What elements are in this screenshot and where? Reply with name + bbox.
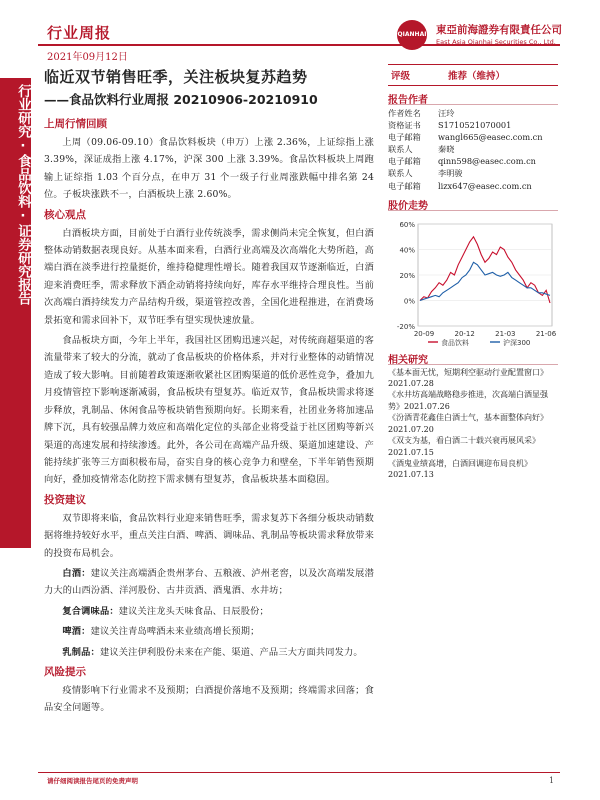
- chart-y-tick-label: 60%: [399, 220, 415, 229]
- related-heading: 相关研究: [388, 351, 558, 365]
- disclaimer-note: 请仔细阅读报告尾页的免责声明: [47, 777, 138, 785]
- related-item[interactable]: 《酒鬼业绩高增，白酒回调迎布局良机》2021.07.13: [388, 458, 532, 480]
- analyst-row: 电子邮箱 qinn598@easec.com.cn: [388, 155, 558, 167]
- views-paragraph-liquor: 白酒板块方面，目前处于白酒行业传统淡季，需求侧尚未完全恢复，但白酒整体动销数据表现良好。从基本面来看，白酒行业高端及次高端化大势所趋，高端白酒在淡季进行控量挺价，维持稳健理性增长。随着我国双节逐渐临近，白酒迎来消费旺季，需求释放下酒企动销将持续向好，库存水平维持合理良性。当前次高端白酒持续发力产品结构升级，渠道管控改善，全国化进程推进，在消费场景拓宽和需求回补下，双节旺季有望实现快速放量。: [44, 227, 374, 326]
- related-item[interactable]: 《汾酒青花鑫佳白酒士气，基本面整体向好》2021.07.20: [388, 413, 548, 434]
- advice-baijiu-label: 白酒：: [62, 567, 91, 579]
- sidebar-banner: [0, 78, 31, 548]
- advice-condiment: [44, 603, 374, 620]
- advice-dairy-text: 建议关注伊利股份未来在产能、渠道、产品三大方面共同发力。: [99, 646, 363, 658]
- stock-price-chart: [388, 214, 558, 346]
- review-paragraph: 上周（09.06-09.10）食品饮料板块（申万）上涨 2.36%，上证综指上涨 3.39%，深证成指上涨 4.17%，沪深 300 上涨 3.39%。食品饮料板块上周跑输上证综指 1.03 个百分点，在申万 31 个一级子行业周涨跌幅中排名第 24 位。子板块涨跌不一，白酒板块上涨 2.60%。: [44, 137, 374, 201]
- analyst-row: 联系人 李明骏: [388, 168, 463, 179]
- company-logo-icon: QIANHAI: [397, 20, 427, 50]
- email-link[interactable]: lizx647@easec.com.cn: [438, 180, 532, 191]
- rating-box: [388, 64, 558, 86]
- advice-condiment-text: 建议关注龙头天味食品、日辰股份；: [118, 605, 269, 617]
- email-link[interactable]: qinn598@easec.com.cn: [438, 156, 536, 167]
- views-paragraph-food: 食品板块方面，今年上半年，我国社区团购迅速兴起，对传统商超渠道的客流量带来了较大的分流，就动了食品板块的价格体系，并对行业整体的动销情况造成了较大影响。目前随着政策逐渐收紧社区团购渠道的低价恶性竞争，叠加九月疫情管控下影响逐渐减弱，食品板块有望复苏。临近双节，食品板块需求将逐步释放，乳制品、休闲食品等板块销售预期向好。长期来看，社团业务将加速品牌下沉，具有较强品牌力效应和高端化定位的头部企业将受益于社区团购等新兴渠道的高速发展和持续渗透。此外，各公司在高端产品升级、渠道加速建设、产能持续扩张等三方面积极布局，奋实自身的核心竞争力和壁垒，下半年销售预期向好，叠加疫情常态化防控下需求侧有望复苏，食品板块基本面稳固。: [44, 335, 374, 486]
- analysts-heading: 报告作者: [388, 91, 558, 105]
- chart-y-tick-label: 20%: [399, 271, 415, 280]
- related-item[interactable]: 《基本面无忧，短期利空驱动行业配置窗口》2021.07.28: [388, 367, 548, 389]
- report-title: 临近双节销售旺季，关注板块复苏趋势: [44, 68, 308, 86]
- sidebar-info: [388, 64, 558, 481]
- page-number: 1: [549, 776, 555, 785]
- chart-x-tick-label: 20-12: [454, 329, 475, 338]
- chart-y-tick-label: 0%: [403, 297, 415, 306]
- main-content: [44, 114, 374, 720]
- report-type: 行业周报: [47, 24, 112, 42]
- related-item[interactable]: 《双支为基，看白酒二十载兴衰再展风采》2021.07.15: [388, 436, 540, 457]
- chart-legend-label: 食品饮料: [441, 338, 469, 346]
- analyst-row: 资格证书 S1710521070001: [388, 120, 512, 131]
- section-heading-advice: 投资建议: [44, 493, 86, 506]
- footer-divider: [38, 772, 560, 773]
- analysts-table: [388, 107, 558, 192]
- section-heading-risk: 风险提示: [44, 665, 86, 678]
- analyst-row: 联系人 秦晓: [388, 144, 455, 155]
- email-link[interactable]: wangl665@easec.com.cn: [438, 132, 543, 143]
- chart-legend-label: 沪深300: [503, 338, 531, 346]
- section-heading-views: 核心观点: [44, 208, 86, 221]
- chart-y-tick-label: 40%: [399, 246, 415, 255]
- advice-dairy: [44, 644, 374, 661]
- chart-series-line-food-beverage: [420, 236, 550, 302]
- rating-value: 推荐（维持）: [448, 71, 506, 82]
- analyst-row: 电子邮箱 wangl665@easec.com.cn: [388, 131, 558, 143]
- advice-condiment-label: 复合调味品：: [62, 605, 119, 617]
- sidebar-text: 行业研究·食品饮料·证券研究报告: [15, 84, 31, 305]
- company-name-cn: 東亞前海證券有限責任公司: [436, 24, 562, 36]
- advice-baijiu: [44, 565, 374, 600]
- report-subtitle: ——食品饮料行业周报 20210906-20210910: [44, 92, 318, 107]
- chart-svg: [388, 214, 558, 346]
- related-list: [388, 367, 558, 481]
- advice-paragraph: 双节即将来临，食品饮料行业迎来销售旺季，需求复苏下各细分板块动销数据将维持较好水平，重点关注白酒、啤酒、调味品、乳制品等板块需求释放带来的投资布局机会。: [44, 512, 374, 559]
- analyst-row: 作者姓名 汪玲: [388, 108, 455, 118]
- related-item[interactable]: 《水井坊高端战略稳步推进，次高端白酒显强势》2021.07.26: [388, 390, 548, 411]
- company-name-en: East Asia Qianhai Securities Co., Ltd.: [436, 38, 556, 46]
- advice-baijiu-text: 建议关注高端酒企贵州茅台、五粮液、泸州老窖，以及次高端发展潜力大的山西汾酒、洋河股份、古井贡酒、酒鬼酒、水井坊；: [44, 567, 375, 597]
- advice-dairy-label: 乳制品：: [62, 646, 100, 658]
- stock-chart-heading: 股价走势: [388, 197, 558, 211]
- analyst-row: 电子邮箱 lizx647@easec.com.cn: [388, 180, 558, 192]
- chart-y-tick-label: -20%: [396, 322, 415, 331]
- advice-beer-text: 建议关注青岛啤酒未来业绩高增长预期；: [90, 626, 260, 638]
- chart-x-tick-label: 20-09: [413, 329, 435, 338]
- report-date: 2021年09月12日: [47, 52, 128, 63]
- risk-paragraph: 疫情影响下行业需求不及预期；白酒提价落地不及预期；终端需求回落；食品安全问题等。: [44, 684, 374, 714]
- chart-x-tick-label: 21-06: [535, 329, 557, 338]
- rating-label: 评级: [391, 71, 411, 82]
- chart-x-tick-label: 21-03: [495, 329, 516, 338]
- advice-beer-label: 啤酒：: [62, 626, 91, 638]
- section-heading-review: 上周行情回顾: [44, 118, 107, 130]
- chart-series-line-csi300: [420, 262, 550, 300]
- advice-beer: [44, 623, 374, 640]
